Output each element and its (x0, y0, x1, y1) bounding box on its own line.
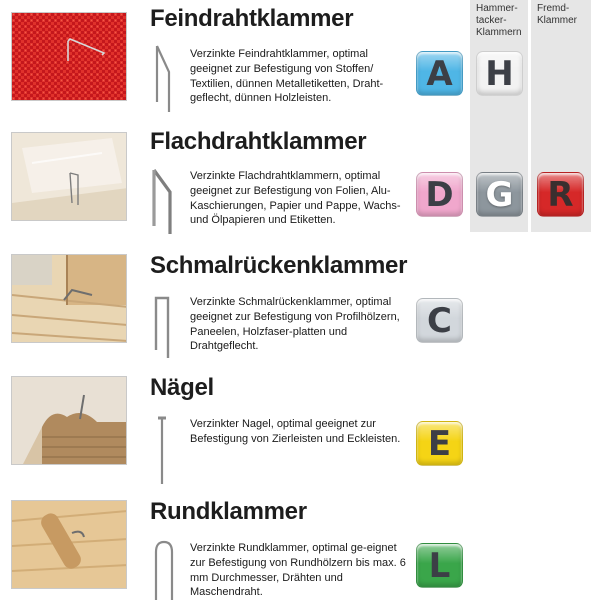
badge-h: H (476, 51, 523, 96)
column-header-fremd: Fremd- Klammer (537, 3, 578, 26)
schmalruecken-photo (11, 254, 127, 343)
product-title: Rundklammer (150, 498, 307, 525)
red-fabric-image (12, 13, 127, 101)
rundklammer-photo (11, 500, 127, 589)
product-row-naegel (0, 372, 600, 492)
round-staple-icon (148, 538, 176, 600)
product-description: Verzinkte Flachdrahtklammern, optimal geeignet zur Befestigung von Folien, Alu-Kaschierungen, Papier und Pappe, Wachs- und Ölpapieren und Etiketten. (190, 170, 401, 227)
molding-image (12, 377, 127, 465)
flat-wire-staple-icon (148, 164, 176, 239)
product-description: Verzinkte Schmalrückenklammer, optimal geeignet zur Befestigung von Profilhölzern, Paneelen, Holzfaser-platten und Drahtgeflecht. (190, 296, 400, 353)
product-row-flachdrahtklammer (0, 124, 600, 244)
round-wood-image (12, 501, 127, 589)
product-description: Verzinkte Rundklammer, optimal ge-eignet zur Befestigung von Rundhölzern bis max. 6 mm Durchmesser, Drähten und Maschendraht. (190, 542, 406, 599)
narrow-crown-staple-icon (148, 290, 176, 365)
product-title: Feindrahtklammer (150, 5, 354, 32)
badge-a: A (416, 51, 463, 96)
badge-r: R (537, 172, 584, 217)
badge-g: G (476, 172, 523, 217)
column-header-hammertacker: Hammer- tacker- Klammern (476, 3, 522, 38)
badge-d: D (416, 172, 463, 217)
foil-image (12, 133, 127, 221)
nail-icon (148, 412, 176, 487)
product-title: Schmalrückenklammer (150, 252, 408, 279)
badge-e: E (416, 421, 463, 466)
product-description: Verzinkter Nagel, optimal geeignet zur Befestigung von Zierleisten und Eckleisten. (190, 418, 401, 445)
badge-c: C (416, 298, 463, 343)
product-row-rundklammer (0, 494, 600, 600)
feindraht-photo (11, 12, 127, 101)
product-title: Nägel (150, 374, 214, 401)
flachdraht-photo (11, 132, 127, 221)
product-title: Flachdrahtklammer (150, 128, 367, 155)
naegel-photo (11, 376, 127, 465)
wood-panel-image (12, 255, 127, 343)
product-row-schmalrueckenklammer (0, 248, 600, 368)
product-row-feindrahtklammer (0, 0, 600, 120)
fine-wire-staple-icon (148, 42, 176, 117)
product-description: Verzinkte Feindrahtklammer, optimal geeignet zur Befestigung von Stoffen/ Textilien, dünnen Metalletiketten, Draht-geflecht, dünnen Holzleisten. (190, 48, 384, 105)
badge-l: L (416, 543, 463, 588)
